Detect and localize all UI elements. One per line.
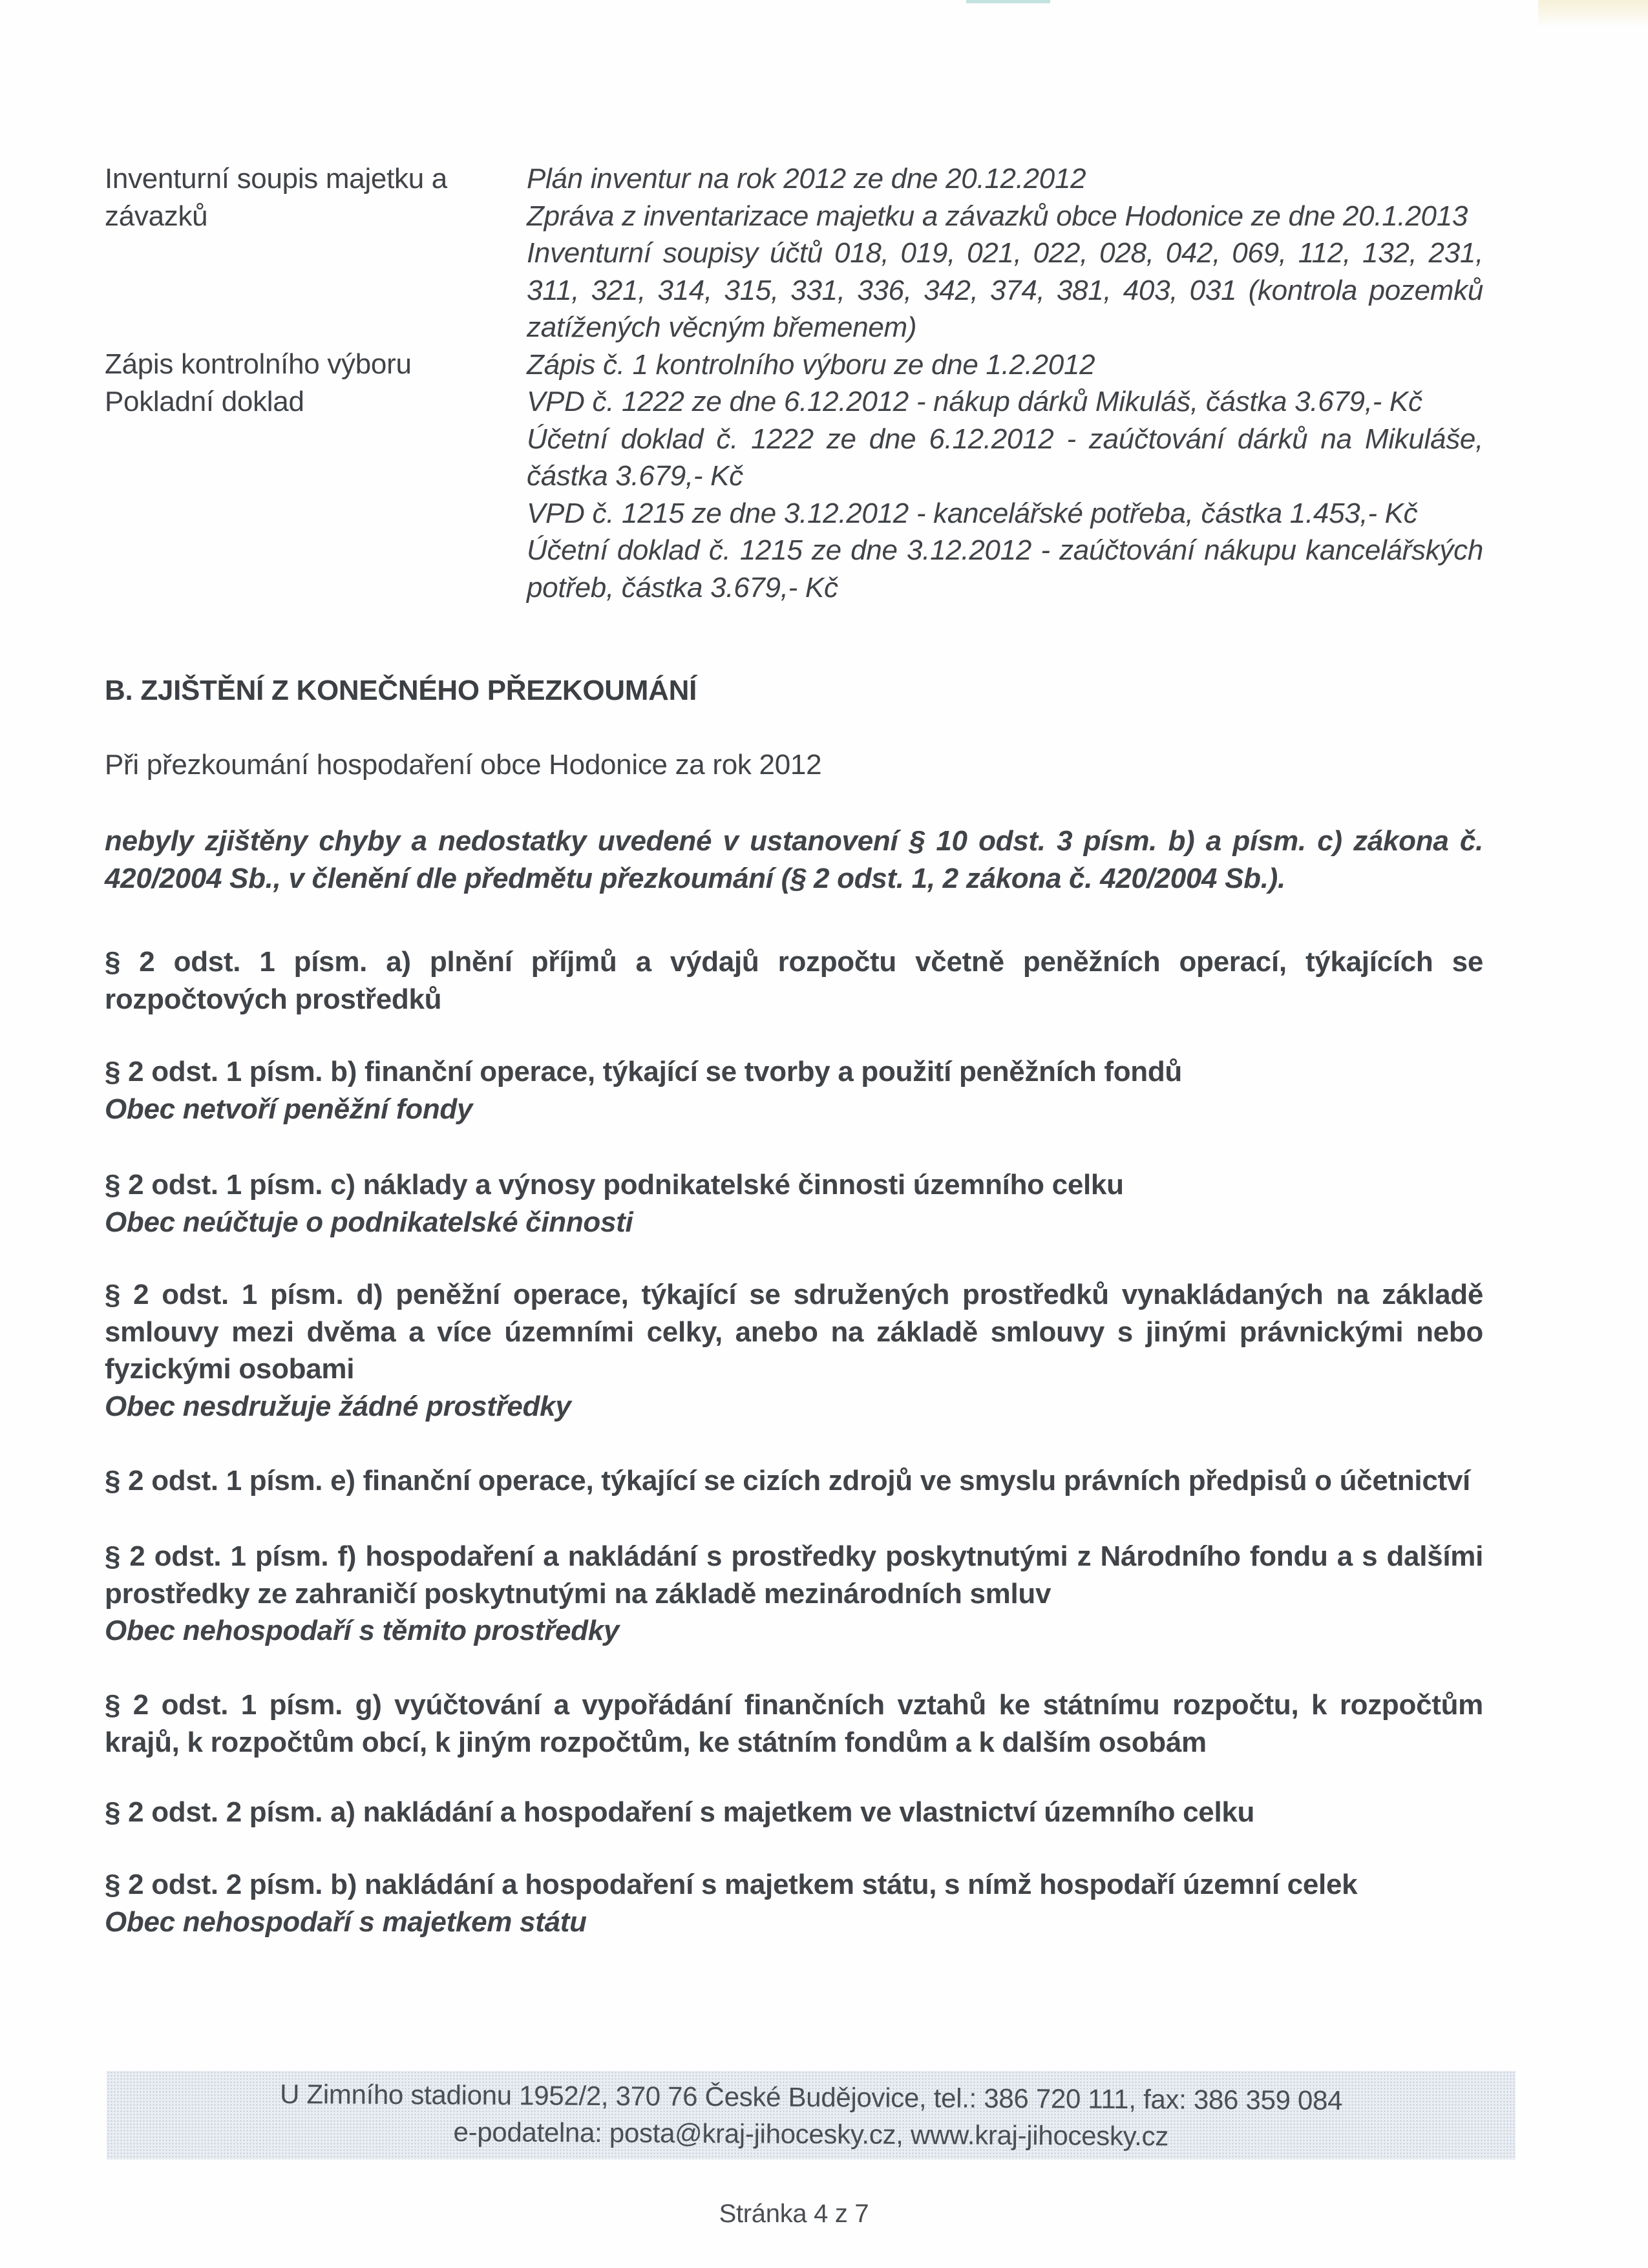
- evidence-entry: Inventurní soupisy účtů 018, 019, 021, 022, 028, 042, 069, 112, 132, 231, 311, 321, 314, 315, 331, 336, 342, 374, 381, 403, 031 (kontrola pozemků zatížených věcným břemenem): [527, 237, 1483, 343]
- finding-subject: § 2 odst. 1 písm. f) hospodaření a nakládání s prostředky poskytnutými z Národního fondu a s dalšími prostředky ze zahraničí poskytnutými na základě mezinárodních smluv: [105, 1540, 1483, 1610]
- evidence-entry: VPD č. 1215 ze dne 3.12.2012 - kancelářské potřeba, částka 1.453,- Kč: [527, 497, 1418, 529]
- finding-paragraph: [105, 1462, 1483, 1500]
- finding-subject: § 2 odst. 1 písm. c) náklady a výnosy podnikatelské činnosti územního celku: [105, 1169, 1124, 1201]
- finding-statement: Obec nesdružuje žádné prostředky: [105, 1390, 571, 1422]
- evidence-label: Inventurní soupis majetku a závazků: [105, 163, 447, 232]
- intro-text: Při přezkoumání hospodaření obce Hodonice za rok 2012: [105, 749, 822, 781]
- finding-subject: § 2 odst. 2 písm. a) nakládání a hospodaření s majetkem ve vlastnictví územního celku: [105, 1796, 1255, 1828]
- finding-statement: Obec netvoří peněžní fondy: [105, 1093, 473, 1125]
- footer-contact: e-podatelna: posta@kraj-jihocesky.cz, www.kraj-jihocesky.cz: [453, 2116, 1169, 2152]
- finding-paragraph: [105, 1538, 1483, 1650]
- finding-paragraph: [105, 1053, 1483, 1128]
- finding-subject: § 2 odst. 1 písm. e) finanční operace, týkající se cizích zdrojů ve smyslu právních předpisů o účetnictví: [105, 1465, 1470, 1496]
- finding-statement: Obec nehospodaří s těmito prostředky: [105, 1615, 620, 1646]
- finding-paragraph: [105, 1166, 1483, 1241]
- section-heading: B. ZJIŠTĚNÍ Z KONEČNÉHO PŘEZKOUMÁNÍ: [105, 675, 697, 706]
- evidence-entry: Zápis č. 1 kontrolního výboru ze dne 1.2.2012: [527, 348, 1095, 381]
- finding-subject: § 2 odst. 1 písm. d) peněžní operace, týkající se sdružených prostředků vynakládaných na základě smlouvy mezi dvěma a více územními celky, anebo na základě smlouvy s jinými právnickými nebo fyzickými osobami: [105, 1279, 1483, 1385]
- evidence-label: Pokladní doklad: [105, 386, 304, 417]
- evidence-entry: Účetní doklad č. 1215 ze dne 3.12.2012 - zaúčtování nákupu kancelářských potřeb, částka 3.679,- Kč: [527, 534, 1483, 604]
- conclusion-text: nebyly zjištěny chyby a nedostatky uvedené v ustanovení § 10 odst. 3 písm. b) a písm. c) zákona č. 420/2004 Sb., v členění dle předmětu přezkoumání (§ 2 odst. 1, 2 zákona č. 420/2004 Sb.).: [105, 825, 1483, 894]
- finding-paragraph: [105, 1276, 1483, 1425]
- evidence-label: Zápis kontrolního výboru: [105, 348, 412, 380]
- footer-box: [107, 2071, 1516, 2159]
- evidence-entry: Účetní doklad č. 1222 ze dne 6.12.2012 - zaúčtování dárků na Mikuláše, částka 3.679,- Kč: [527, 423, 1483, 492]
- finding-paragraph: [105, 1866, 1483, 1940]
- page-number: Stránka 4 z 7: [719, 2200, 869, 2228]
- finding-paragraph: [105, 1686, 1483, 1761]
- finding-statement: Obec neúčtuje o podnikatelské činnosti: [105, 1206, 633, 1238]
- finding-subject: § 2 odst. 1 písm. a) plnění příjmů a výdajů rozpočtu včetně peněžních operací, týkajících se rozpočtových prostředků: [105, 946, 1483, 1015]
- evidence-entry: Zpráva z inventarizace majetku a závazků obce Hodonice ze dne 20.1.2013: [527, 200, 1468, 232]
- finding-subject: § 2 odst. 2 písm. b) nakládání a hospodaření s majetkem státu, s nímž hospodaří územní celek: [105, 1869, 1358, 1900]
- finding-statement: Obec nehospodaří s majetkem státu: [105, 1906, 587, 1938]
- finding-paragraph: [105, 943, 1483, 1018]
- evidence-entry: Plán inventur na rok 2012 ze dne 20.12.2012: [527, 163, 1086, 194]
- footer-address: U Zimního stadionu 1952/2, 370 76 České Budějovice, tel.: 386 720 111, fax: 386 359 084: [279, 2078, 1343, 2116]
- evidence-entry: VPD č. 1222 ze dne 6.12.2012 - nákup dárků Mikuláš, částka 3.679,- Kč: [527, 386, 1422, 417]
- findings-list: [105, 0, 1483, 2268]
- footer-text: [107, 2066, 1516, 2156]
- finding-paragraph: [105, 1794, 1483, 1831]
- finding-subject: § 2 odst. 1 písm. g) vyúčtování a vypořádání finančních vztahů ke státnímu rozpočtu, k rozpočtům krajů, k rozpočtům obcí, k jiným rozpočtům, ke státním fondům a k dalším osobám: [105, 1689, 1483, 1758]
- scan-artifact-yellow: [1538, 0, 1648, 27]
- finding-subject: § 2 odst. 1 písm. b) finanční operace, týkající se tvorby a použití peněžních fondů: [105, 1056, 1182, 1087]
